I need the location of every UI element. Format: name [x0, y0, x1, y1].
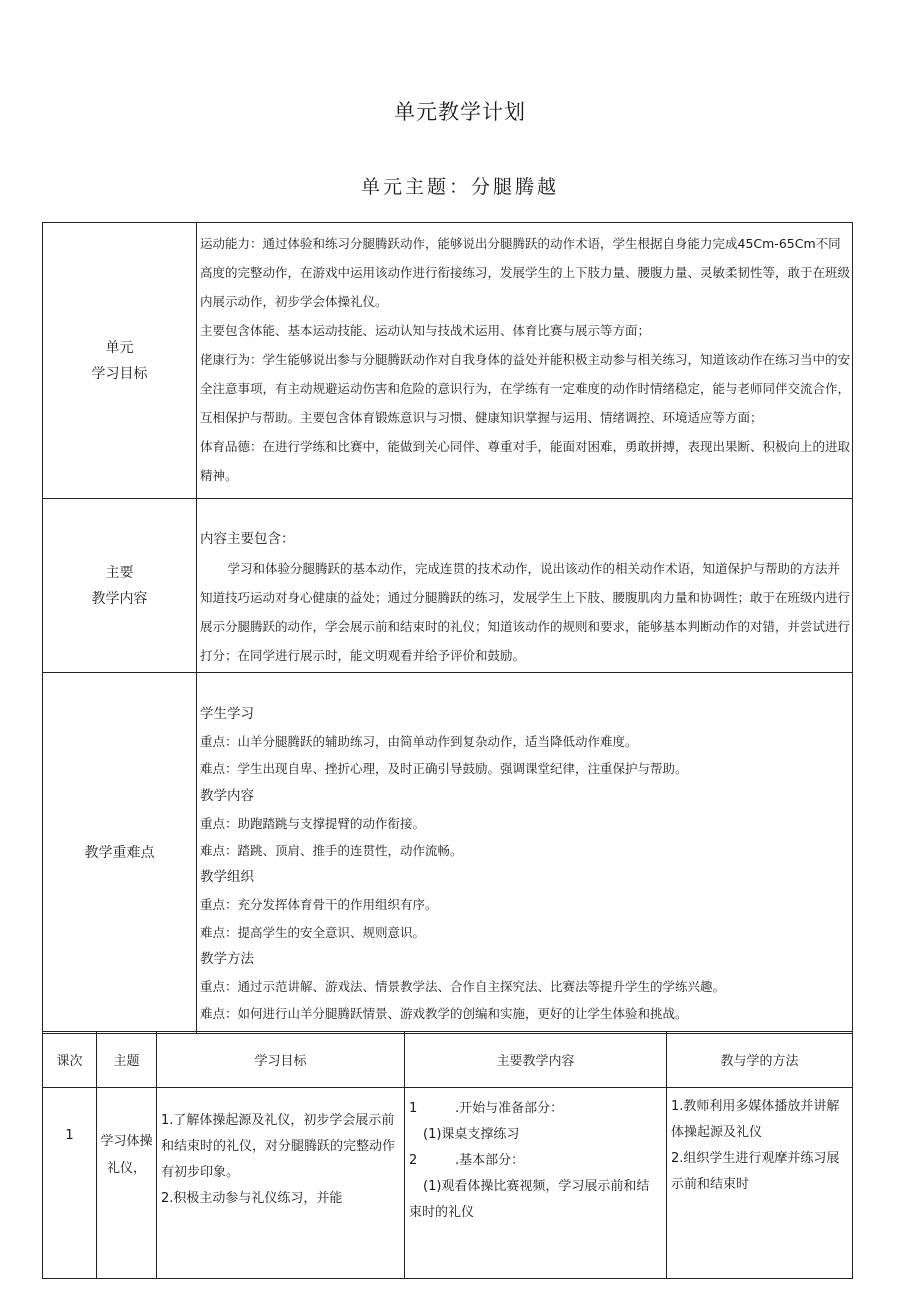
- page-title: 单元教学计划: [394, 100, 526, 124]
- header-methods: 教与学的方法: [667, 1032, 853, 1088]
- header-topic: 主题: [97, 1032, 157, 1088]
- lesson-content: [405, 1088, 667, 1279]
- difficult-point: 难点：提高学生的安全意识、规则意识。: [200, 924, 426, 940]
- difficult-point: 难点：踏跳、顶肩、推手的连贯性，动作流畅。: [200, 843, 463, 859]
- content-item: 2 .基本部分：: [409, 1153, 525, 1168]
- method-item: 2.组织学生进行观摩并练习展示前和结束时: [671, 1151, 840, 1192]
- difficulty-row: [43, 673, 853, 1034]
- content-item: 1 .开始与准备部分：: [409, 1101, 564, 1116]
- key-point: 重点：助跑踏跳与支撑提臂的动作衔接。: [200, 815, 426, 831]
- lesson-number: 1: [43, 1088, 97, 1279]
- header-lesson-number: 课次: [43, 1032, 97, 1088]
- objectives-label: 单元 学习目标: [43, 223, 197, 499]
- objective-motor: 运动能力：通过体验和练习分腿腾跃动作，能够说出分腿腾跃的动作术语，学生根据自身能力完成45Cm-65Cm不同高度的完整动作，在游戏中运用该动作进行衔接练习，发展学生的上下肢力量、腰腹力量、灵敏柔韧性等，敢于在班级内展示动作，初步学会体操礼仪。: [200, 236, 851, 309]
- goal-item: 1.了解体操起源及礼仪，初步学会展示前和结束时的礼仪，对分腿腾跃的完整动作有初步印象。: [161, 1113, 396, 1180]
- content-item: (1)观看体操比赛视频，学习展示前和结束时的礼仪: [409, 1179, 650, 1220]
- content-text: [197, 499, 853, 673]
- lesson-header-row: [43, 1032, 853, 1088]
- method-item: 1.教师利用多媒体播放并讲解体操起源及礼仪: [671, 1099, 840, 1140]
- unit-plan-table: [42, 222, 853, 1034]
- lesson-topic: 学习体操礼仪，: [97, 1088, 157, 1279]
- key-point: 重点：充分发挥体育骨干的作用组织有序。: [200, 897, 438, 913]
- difficult-point: 难点：学生出现自卑、挫折心理，及时正确引导鼓励。强调课堂纪律，注重保护与帮助。: [200, 761, 688, 777]
- objectives-row: [43, 223, 853, 499]
- lesson-goals: [157, 1088, 405, 1279]
- difficulty-label: 教学重难点: [43, 673, 197, 1034]
- section-heading: 教学方法: [200, 950, 254, 967]
- section-heading: 学生学习: [200, 706, 254, 722]
- difficulty-content: [197, 673, 853, 1034]
- content-intro: 内容主要包含：: [200, 531, 295, 547]
- header-content: 主要教学内容: [405, 1032, 667, 1088]
- content-item: (1)课桌支撑练习: [423, 1127, 520, 1142]
- goal-item: 2.积极主动参与礼仪练习，并能: [161, 1191, 343, 1206]
- objective-motor-scope: 主要包含体能、基本运动技能、运动认知与技战术运用、体育比赛与展示等方面；: [200, 323, 651, 338]
- key-point: 重点：通过示范讲解、游戏法、情景教学法、合作自主探究法、比赛法等提升学生的学练兴趣。: [200, 979, 726, 995]
- objective-health: 佬康行为：学生能够说出参与分腿腾跃动作对自我身体的益处并能积极主动参与相关练习，知道该动作在练习当中的安全注意事项，有主动规避运动伤害和危险的意识行为，在学练有一定难度的动作时情绪稳定，能与老师同伴交流合作，互相保护与帮助。主要包含体育锻炼意识与习惯、健康知识掌握与运用、情绪调控、环境适应等方面；: [200, 352, 851, 425]
- table-row: [43, 1088, 853, 1279]
- lesson-table: [42, 1031, 853, 1279]
- difficult-point: 难点：如何进行山羊分腿腾跃情景、游戏教学的创编和实施，更好的让学生体验和挑战。: [200, 1006, 688, 1022]
- content-body: 学习和体验分腿腾跃的基本动作，完成连贯的技术动作，说出该动作的相关动作术语，知道保护与帮助的方法并知道技巧运动对身心健康的益处；通过分腿腾跃的练习，发展学生上下肢、腰腹肌肉力量和协调性；敢于在班级内进行展示分腿腾跃的动作，学会展示前和结束时的礼仪；知道该动作的规则和要求，能够基本判断动作的对错，并尝试进行打分；在同学进行展示时，能文明观看并给予评价和鼓励。: [200, 561, 851, 663]
- content-row: [43, 499, 853, 673]
- objectives-content: [197, 223, 853, 499]
- lesson-methods: [667, 1088, 853, 1279]
- key-point: 重点：山羊分腿腾跃的辅助练习，由简单动作到复杂动作，适当降低动作难度。: [200, 734, 638, 750]
- section-heading: 教学内容: [200, 787, 254, 804]
- header-goals: 学习目标: [157, 1032, 405, 1088]
- objective-character: 体育品德：在进行学练和比赛中，能做到关心同伴、尊重对手，能面对困难，勇敢拼搏，表现出果断、积极向上的进取精神。: [200, 439, 851, 483]
- content-label: 主要 教学内容: [43, 499, 197, 673]
- section-heading: 教学组织: [200, 869, 254, 886]
- unit-theme: 单元主题：分腿腾越: [360, 176, 559, 198]
